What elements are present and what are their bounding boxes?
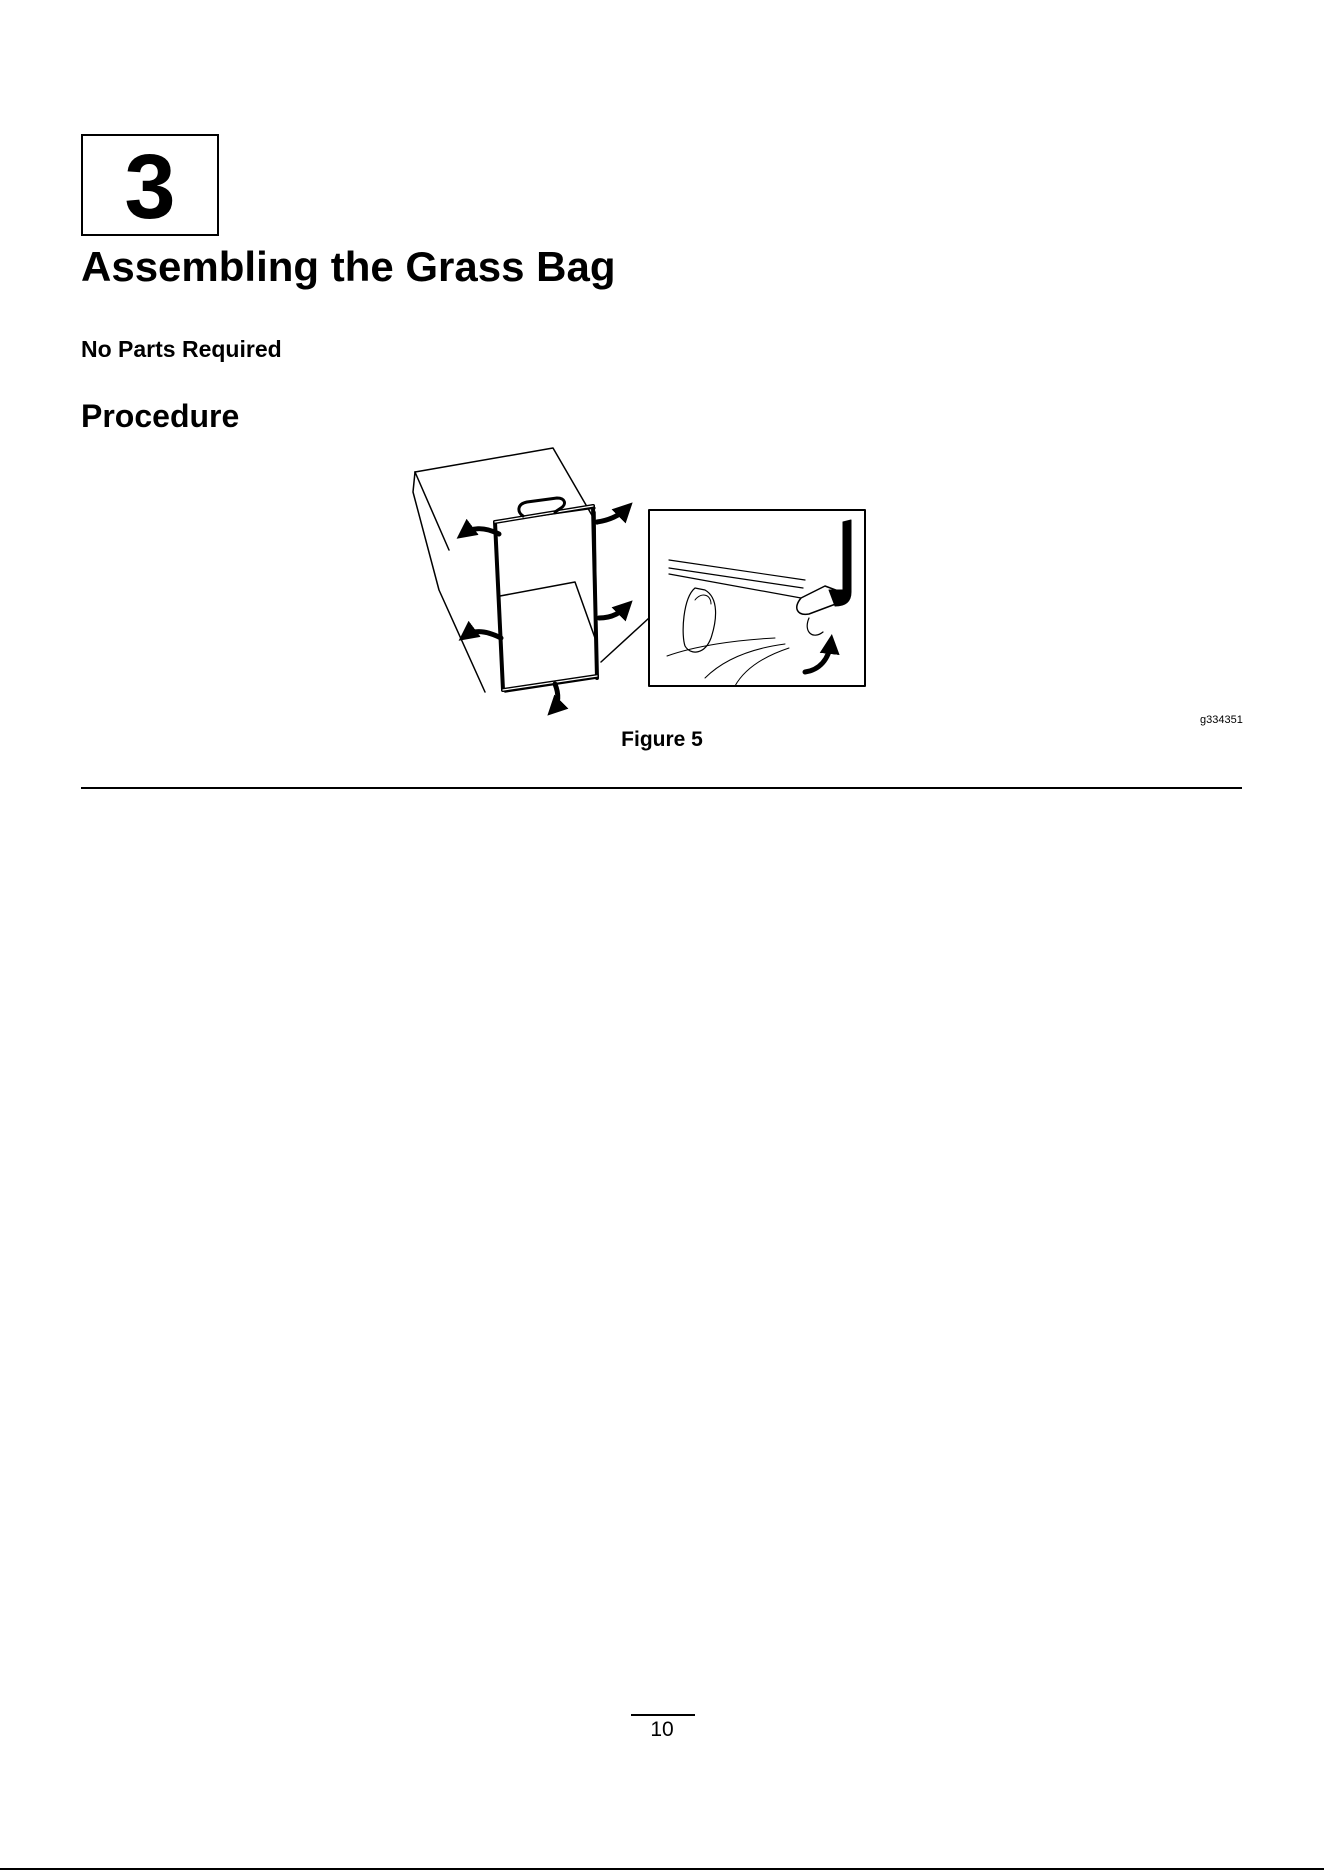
bag-frame-drawing <box>495 506 597 690</box>
page-number: 10 <box>650 1718 674 1741</box>
arrow-left-upper-icon <box>463 529 499 534</box>
grass-bag-drawing <box>413 448 597 692</box>
frame-clip-detail-inset <box>649 510 865 686</box>
arrow-bottom-icon <box>553 684 558 710</box>
page-number-rule <box>631 1714 695 1716</box>
figure-id: g334351 <box>1200 714 1243 726</box>
figure-caption: Figure 5 <box>621 728 703 751</box>
page-title: Assembling the Grass Bag <box>81 243 616 290</box>
section-divider <box>81 787 1242 789</box>
arrow-left-lower-icon <box>465 632 501 638</box>
step-number-box <box>81 134 219 236</box>
page-bottom-edge <box>0 1868 1324 1870</box>
grass-bag-assembly-illustration <box>405 442 915 717</box>
section-heading-procedure: Procedure <box>81 398 240 434</box>
step-number: 3 <box>124 136 176 238</box>
arrow-right-lower-icon <box>599 606 627 618</box>
parts-note: No Parts Required <box>81 336 282 362</box>
arrow-right-upper-icon <box>597 508 627 522</box>
